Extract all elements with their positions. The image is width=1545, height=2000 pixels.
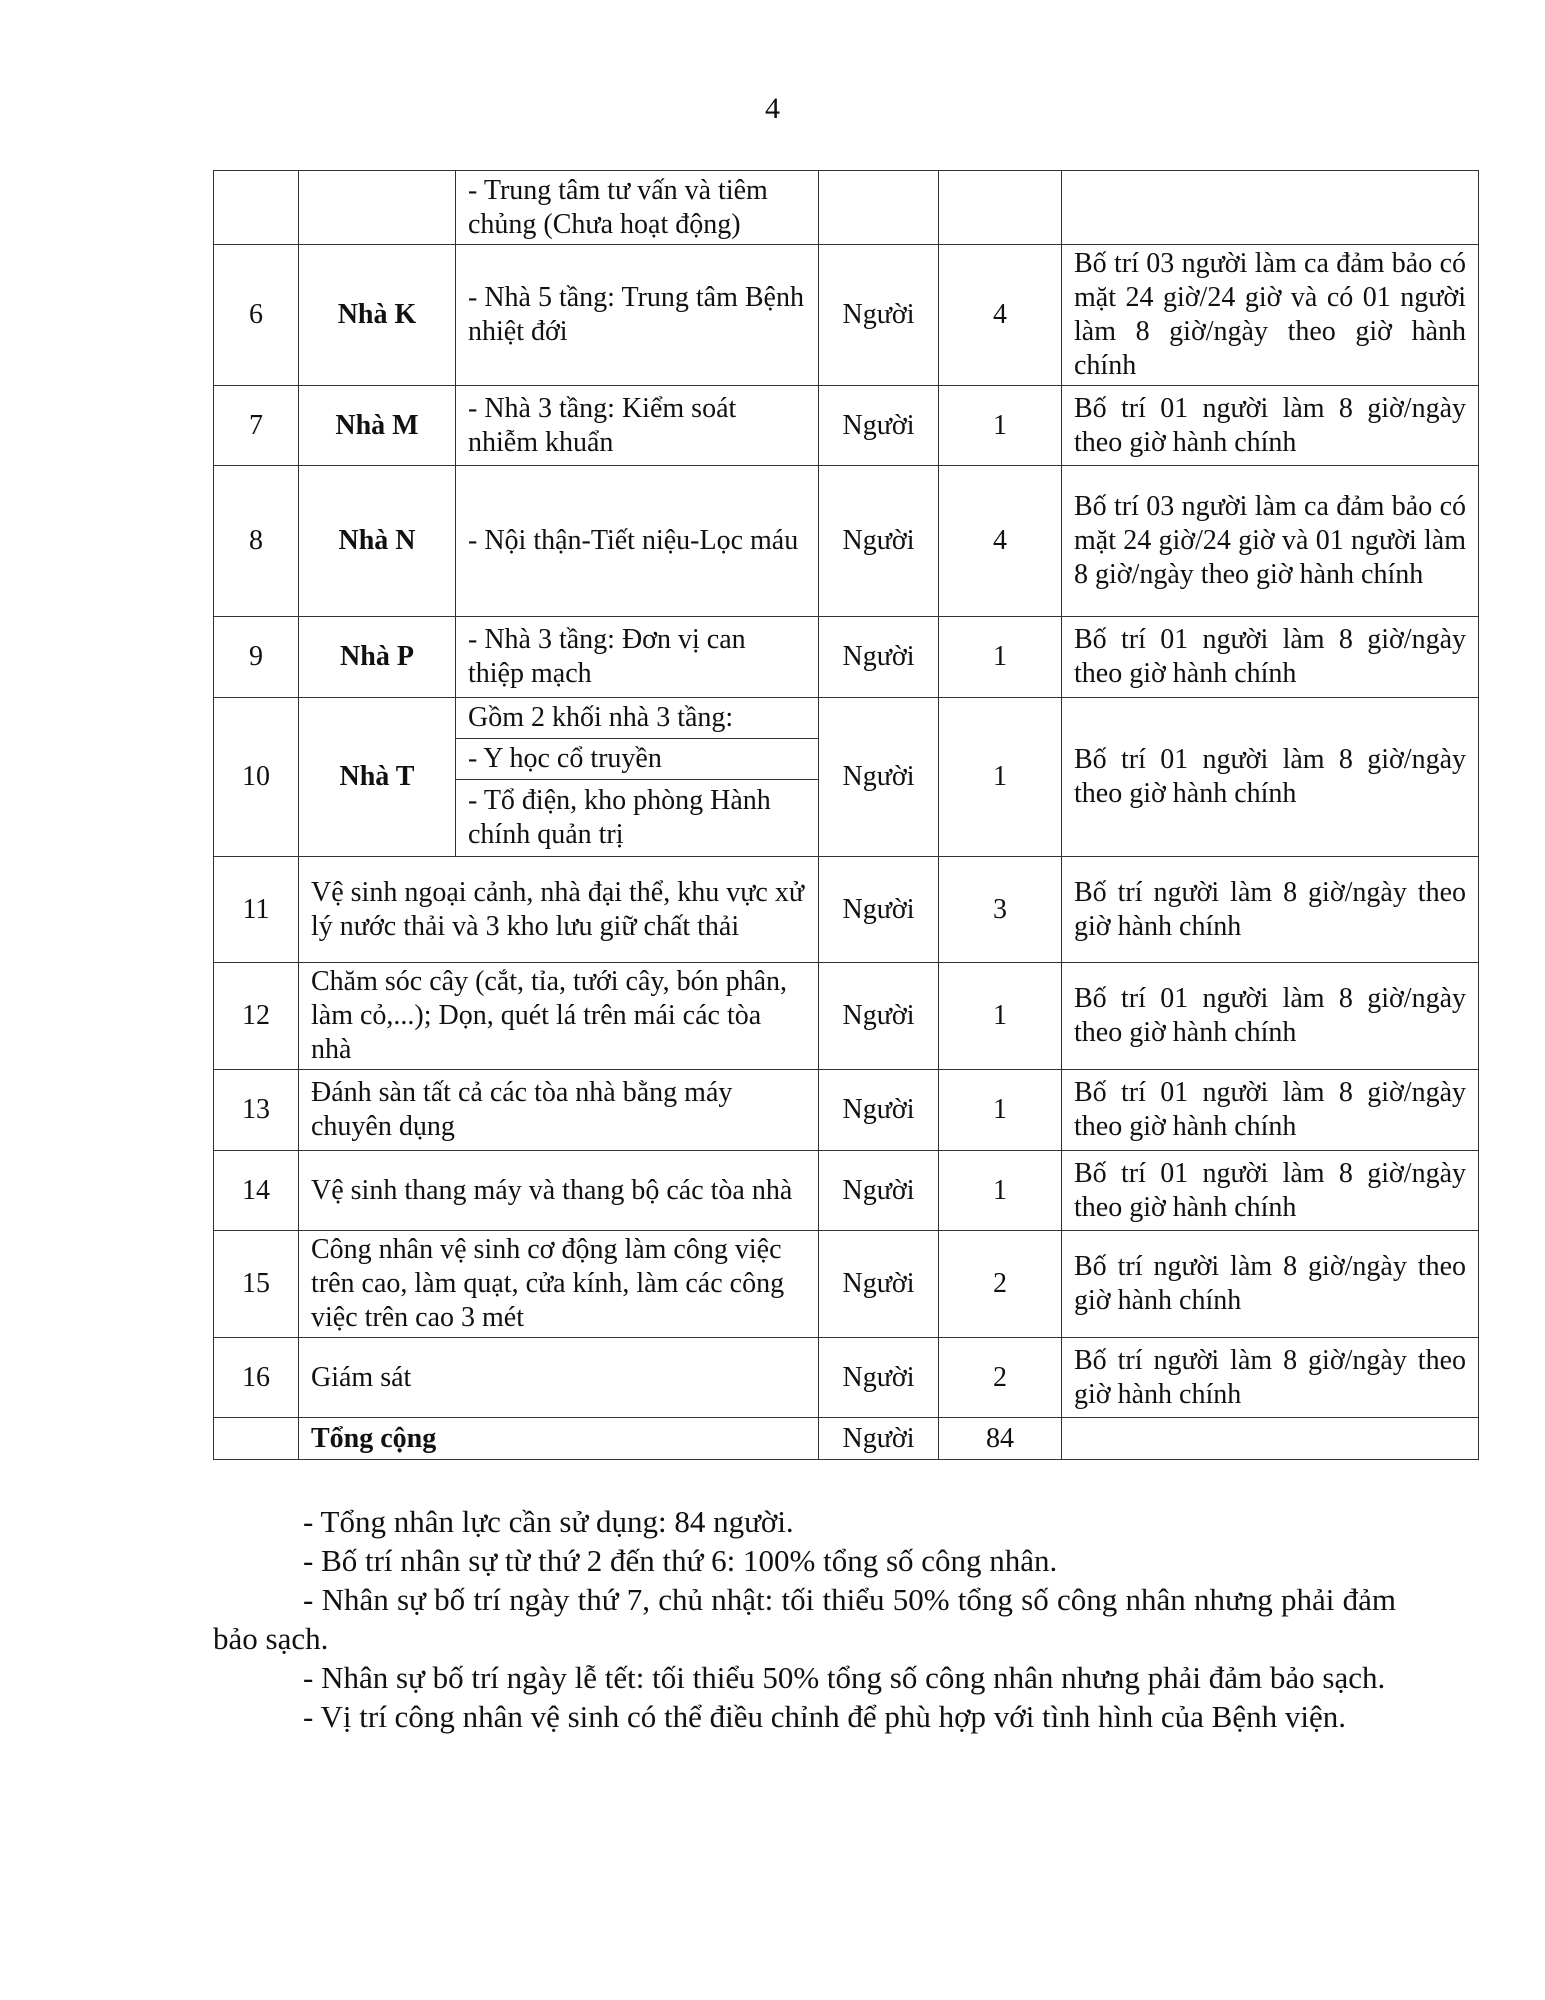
task-description: Vệ sinh ngoại cảnh, nhà đại thể, khu vực xử lý nước thải và 3 kho lưu giữ chất thải — [299, 857, 819, 963]
quantity-cell: 4 — [939, 245, 1062, 386]
note-cell: Bố trí 01 người làm 8 giờ/ngày theo giờ hành chính — [1062, 1151, 1479, 1231]
note-cell: Bố trí 01 người làm 8 giờ/ngày theo giờ hành chính — [1062, 963, 1479, 1070]
note-cell: Bố trí người làm 8 giờ/ngày theo giờ hành chính — [1062, 857, 1479, 963]
row-number: 14 — [214, 1151, 299, 1231]
total-note-empty — [1062, 1418, 1479, 1460]
total-row — [214, 1418, 1479, 1460]
table-row — [214, 857, 1479, 963]
unit-cell — [819, 171, 939, 245]
total-label: Tổng cộng — [299, 1418, 819, 1460]
building-name: Nhà K — [299, 245, 456, 386]
table-row — [214, 1070, 1479, 1151]
row-number: 15 — [214, 1231, 299, 1338]
table-row — [214, 1231, 1479, 1338]
note-cell: Bố trí 01 người làm 8 giờ/ngày theo giờ hành chính — [1062, 698, 1479, 857]
area-description: - Tổ điện, kho phòng Hành chính quản trị — [456, 780, 819, 857]
building-name: Nhà M — [299, 386, 456, 466]
total-unit: Người — [819, 1418, 939, 1460]
task-description: Công nhân vệ sinh cơ động làm công việc trên cao, làm quạt, cửa kính, làm các công việc trên cao 3 mét — [299, 1231, 819, 1338]
unit-cell: Người — [819, 386, 939, 466]
row-number: 13 — [214, 1070, 299, 1151]
staffing-table — [213, 170, 1479, 1460]
total-number-empty — [214, 1418, 299, 1460]
table-row — [214, 171, 1479, 245]
table-row — [214, 245, 1479, 386]
table-row — [214, 963, 1479, 1070]
total-quantity: 84 — [939, 1418, 1062, 1460]
row-number: 9 — [214, 617, 299, 698]
building-name: Nhà T — [299, 698, 456, 857]
note-cell: Bố trí 01 người làm 8 giờ/ngày theo giờ hành chính — [1062, 1070, 1479, 1151]
quantity-cell: 1 — [939, 1070, 1062, 1151]
row-number: 16 — [214, 1338, 299, 1418]
row-number — [214, 171, 299, 245]
row-number: 8 — [214, 466, 299, 617]
row-number: 11 — [214, 857, 299, 963]
note-paragraph: - Vị trí công nhân vệ sinh có thể điều chỉnh để phù hợp với tình hình của Bệnh viện. — [303, 1699, 1346, 1734]
unit-cell: Người — [819, 1338, 939, 1418]
area-description: - Y học cổ truyền — [456, 739, 819, 780]
area-description: - Nhà 3 tầng: Kiểm soát nhiễm khuẩn — [456, 386, 819, 466]
note-cell: Bố trí 03 người làm ca đảm bảo có mặt 24 giờ/24 giờ và có 01 người làm 8 giờ/ngày theo giờ hành chính — [1062, 245, 1479, 386]
note-cell — [1062, 171, 1479, 245]
quantity-cell: 4 — [939, 466, 1062, 617]
row-number: 12 — [214, 963, 299, 1070]
unit-cell: Người — [819, 245, 939, 386]
area-description: - Nội thận-Tiết niệu-Lọc máu — [456, 466, 819, 617]
quantity-cell: 2 — [939, 1338, 1062, 1418]
row-number: 6 — [214, 245, 299, 386]
quantity-cell: 1 — [939, 617, 1062, 698]
unit-cell: Người — [819, 1151, 939, 1231]
area-description: - Nhà 3 tầng: Đơn vị can thiệp mạch — [456, 617, 819, 698]
unit-cell: Người — [819, 963, 939, 1070]
note-cell: Bố trí 01 người làm 8 giờ/ngày theo giờ hành chính — [1062, 386, 1479, 466]
unit-cell: Người — [819, 617, 939, 698]
table-row — [214, 1151, 1479, 1231]
quantity-cell: 3 — [939, 857, 1062, 963]
row-number: 10 — [214, 698, 299, 857]
unit-cell: Người — [819, 1070, 939, 1151]
building-name — [299, 171, 456, 245]
note-paragraph: - Bố trí nhân sự từ thứ 2 đến thứ 6: 100% tổng số công nhân. — [303, 1543, 1058, 1578]
task-description: Vệ sinh thang máy và thang bộ các tòa nhà — [299, 1151, 819, 1231]
quantity-cell — [939, 171, 1062, 245]
area-description: - Trung tâm tư vấn và tiêm chủng (Chưa hoạt động) — [456, 171, 819, 245]
area-description: - Nhà 5 tầng: Trung tâm Bệnh nhiệt đới — [456, 245, 819, 386]
quantity-cell: 1 — [939, 963, 1062, 1070]
table-row — [214, 1338, 1479, 1418]
table-row — [214, 617, 1479, 698]
task-description: Chăm sóc cây (cắt, tỉa, tưới cây, bón phân, làm cỏ,...); Dọn, quét lá trên mái các tòa nhà — [299, 963, 819, 1070]
staffing-notes — [213, 1502, 1396, 1736]
note-paragraph: - Nhân sự bố trí ngày thứ 7, chủ nhật: tối thiểu 50% tổng số công nhân nhưng phải đảm bảo sạch. — [213, 1582, 1396, 1656]
note-paragraph: - Nhân sự bố trí ngày lễ tết: tối thiểu 50% tổng số công nhân nhưng phải đảm bảo sạch. — [303, 1660, 1386, 1695]
quantity-cell: 1 — [939, 1151, 1062, 1231]
unit-cell: Người — [819, 698, 939, 857]
note-cell: Bố trí 01 người làm 8 giờ/ngày theo giờ hành chính — [1062, 617, 1479, 698]
row-number: 7 — [214, 386, 299, 466]
unit-cell: Người — [819, 857, 939, 963]
note-paragraph: - Tổng nhân lực cần sử dụng: 84 người. — [303, 1504, 794, 1539]
building-name: Nhà N — [299, 466, 456, 617]
task-description: Đánh sàn tất cả các tòa nhà bằng máy chuyên dụng — [299, 1070, 819, 1151]
building-name: Nhà P — [299, 617, 456, 698]
note-cell: Bố trí 03 người làm ca đảm bảo có mặt 24 giờ/24 giờ và 01 người làm 8 giờ/ngày theo giờ hành chính — [1062, 466, 1479, 617]
note-cell: Bố trí người làm 8 giờ/ngày theo giờ hành chính — [1062, 1231, 1479, 1338]
page-number: 4 — [765, 92, 780, 125]
quantity-cell: 1 — [939, 698, 1062, 857]
task-description: Giám sát — [299, 1338, 819, 1418]
unit-cell: Người — [819, 466, 939, 617]
quantity-cell: 1 — [939, 386, 1062, 466]
table-row — [214, 466, 1479, 617]
quantity-cell: 2 — [939, 1231, 1062, 1338]
note-cell: Bố trí người làm 8 giờ/ngày theo giờ hành chính — [1062, 1338, 1479, 1418]
table-row — [214, 386, 1479, 466]
area-description: Gồm 2 khối nhà 3 tầng: — [456, 698, 819, 739]
table-row — [214, 698, 1479, 739]
unit-cell: Người — [819, 1231, 939, 1338]
